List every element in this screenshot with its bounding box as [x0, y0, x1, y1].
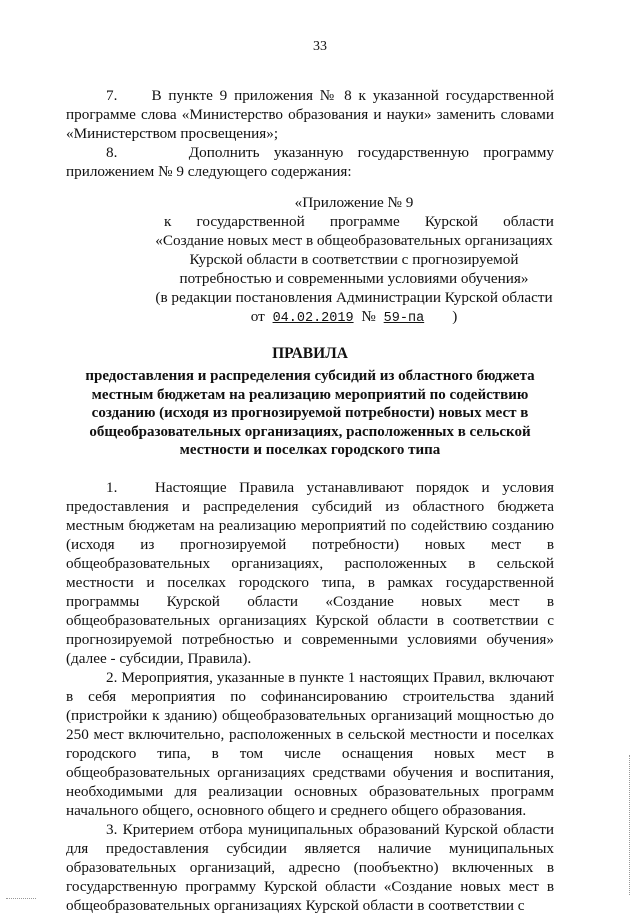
appendix-word: государственной: [196, 213, 305, 230]
appendix-header: [154, 193, 554, 328]
rules-paragraph-3: 3. Критерием отбора муниципальных образований Курской области для предоставления субсидии является наличие муниципальных образовательных организаций, адресно (пообъектно) включенных в государственную программу Курской области «Создание новых мест в общеобразовательных организациях Курской области в соответствии с: [66, 820, 554, 914]
date-prefix: от: [250, 308, 265, 325]
appendix-program-name: «Создание новых мест в общеобразовательных организациях Курской области в соответствии с прогнозируемой потребностью и современными условиями обучения»: [155, 232, 553, 287]
appendix-word: области: [503, 213, 554, 230]
appendix-program-line: [154, 212, 554, 231]
page-number: 33: [313, 39, 327, 54]
rules-subtitle: предоставления и распределения субсидий из областного бюджета местным бюджетам на реализацию мероприятий по содействию созданию (исходя из прогнозируемой потребности) новых мест в общеобразовательных организациях, расположенных в сельской местности и поселках городского типа: [85, 368, 535, 458]
rules-title: ПРАВИЛА: [272, 345, 348, 362]
appendix-word: программе: [329, 213, 400, 230]
appendix-edition-note: (в редакции постановления Администрации Курской области: [155, 289, 553, 306]
amendment-item-8: 8. Дополнить указанную государственную программу приложением № 9 следующего содержания:: [66, 144, 554, 180]
document-body: [66, 86, 554, 915]
rules-paragraph-1: 1. Настоящие Правила устанавливают порядок и условия предоставления и распределения субсидий из областного бюджета местным бюджетам на реализацию мероприятий по содействию созданию (исходя из прогнозируемой потребности) новых мест в общеобразовательных организациях, расположенных в сельской местности и поселках городского типа, в рамках государственной программы Курской области «Создание новых мест в общеобразовательных организациях Курской области в соответствии с прогнозируемой потребностью и современными условиями обучения» (далее - субсидии, Правила).: [66, 478, 554, 667]
appendix-number: «Приложение № 9: [294, 194, 414, 211]
rules-paragraph-2: 2. Мероприятия, указанные в пункте 1 настоящих Правил, включают в себя мероприятия по софинансированию строительства зданий (пристройки к зданию) общеобразовательных организаций мощностью до 250 мест включительно, расположенных в сельской местности и поселках городского типа, в том числе оснащения новых мест в общеобразовательных организациях средствами обучения и воспитания, необходимыми для реализации основных образовательных программ начального общего, основного общего и среднего общего образования.: [66, 668, 554, 819]
appendix-word: Курской: [424, 213, 479, 230]
rules-body: [66, 478, 554, 915]
scan-margin-mark: [627, 755, 630, 895]
scan-corner-mark: [6, 898, 36, 899]
appendix-word: к: [164, 213, 172, 230]
appendix-date-line: [154, 307, 554, 328]
number-prefix: №: [361, 308, 376, 325]
closing-paren: ): [452, 308, 458, 325]
resolution-number: 59-па: [383, 311, 425, 326]
amendment-item-7: 7. В пункте 9 приложения № 8 к указанной государственной программе слова «Министерство образования и науки» заменить словами «Министерством просвещения»;: [66, 87, 554, 142]
resolution-date: 04.02.2019: [272, 311, 354, 326]
